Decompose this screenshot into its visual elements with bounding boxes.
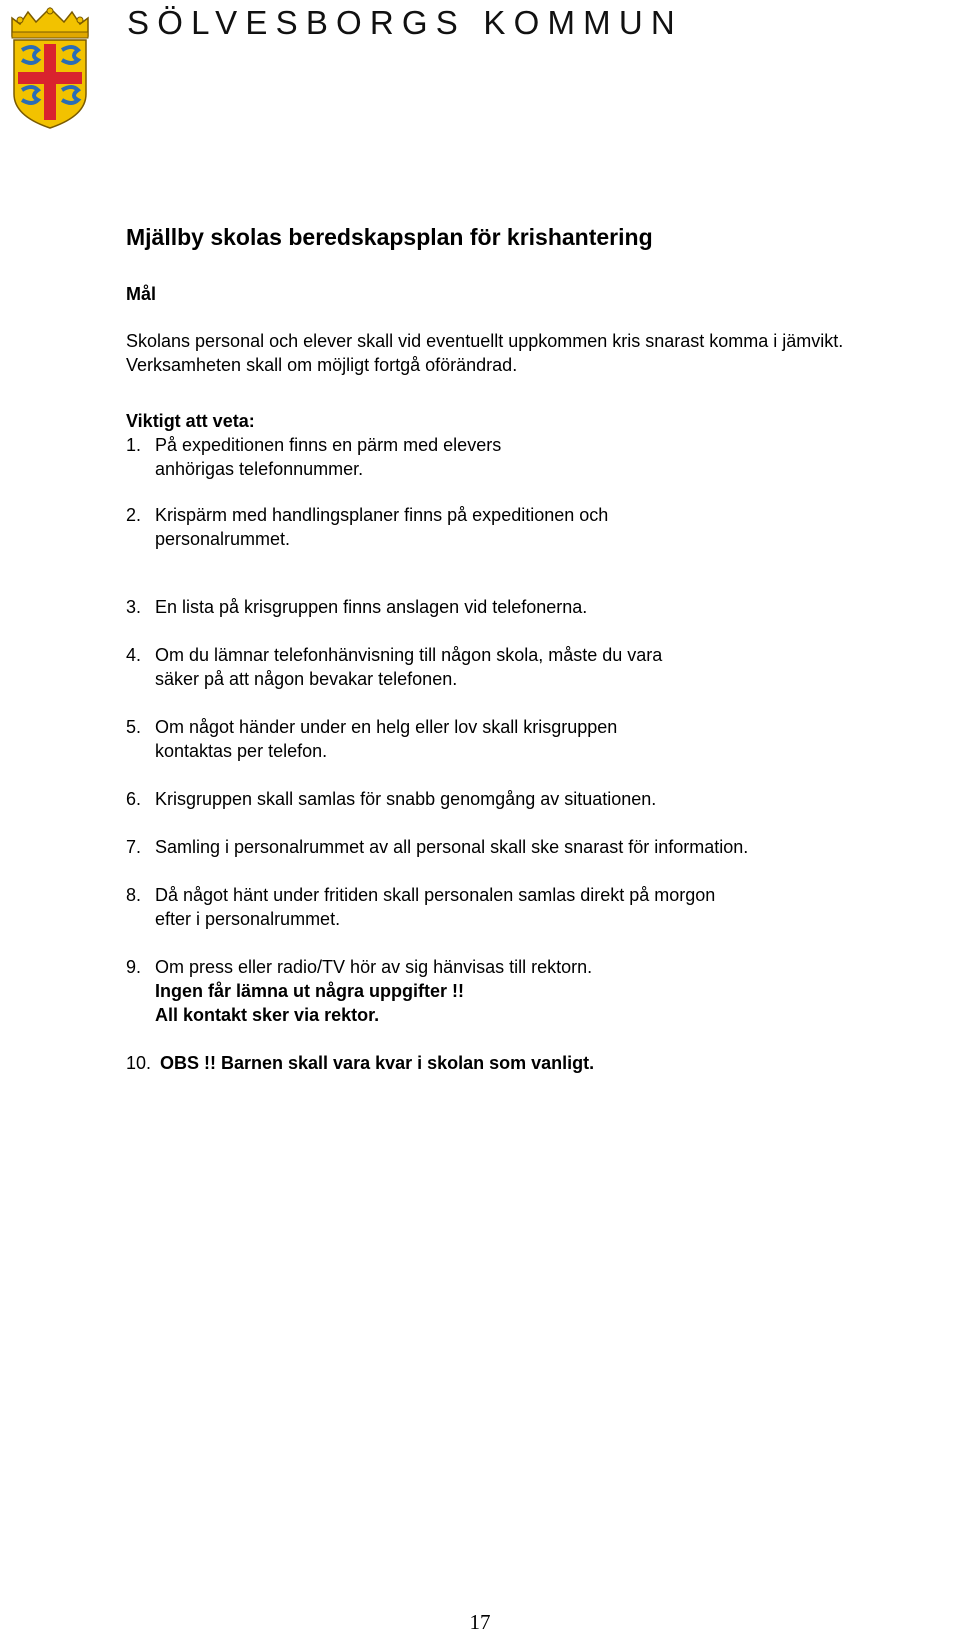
list-item-line: kontaktas per telefon. [155, 741, 328, 761]
list-item-line: personalrummet. [155, 529, 291, 549]
list-item-number: 2. [126, 505, 142, 525]
list-item-line: efter i personalrummet. [155, 909, 341, 929]
list-item-line: På expeditionen finns en pärm med elevers [155, 435, 502, 455]
list-item-number: 6. [126, 789, 142, 809]
know-heading: Viktigt att veta: [126, 411, 255, 431]
list-item-line: Då något hänt under fritiden skall personalen samlas direkt på morgon [155, 885, 716, 905]
list-item-bold-line: Ingen får lämna ut några uppgifter !! [155, 981, 465, 1001]
goal-text [126, 329, 956, 377]
list-item-number: 1. [126, 435, 142, 455]
list-item-line: Om press eller radio/TV hör av sig hänvisas till rektorn. [155, 957, 593, 977]
document-title: Mjällby skolas beredskapsplan för krishantering [126, 224, 653, 250]
list-item-number: 5. [126, 717, 142, 737]
goal-line: Verksamheten skall om möjligt fortgå oförändrad. [126, 355, 518, 375]
list-item-line: En lista på krisgruppen finns anslagen vid telefonerna. [155, 597, 588, 617]
list-item-line: Om något händer under en helg eller lov skall krisgruppen [155, 717, 618, 737]
list-item-line: Samling i personalrummet av all personal skall ske snarast för information. [155, 837, 749, 857]
list-item-bold-line: OBS !! Barnen skall vara kvar i skolan som vanligt. [160, 1053, 595, 1073]
goal-line: Skolans personal och elever skall vid eventuellt uppkommen kris snarast komma i jämvikt. [126, 331, 844, 351]
goal-heading: Mål [126, 284, 157, 304]
list-item-line: säker på att någon bevakar telefonen. [155, 669, 458, 689]
municipality-name: SÖLVESBORGS KOMMUN [127, 4, 683, 41]
list-item-bold-line: All kontakt sker via rektor. [155, 1005, 380, 1025]
list-item-number: 3. [126, 597, 142, 617]
list-item-number: 9. [126, 957, 142, 977]
list-item-number: 4. [126, 645, 142, 665]
list-item-line: Om du lämnar telefonhänvisning till någon skola, måste du vara [155, 645, 663, 665]
list-item-line: Krispärm med handlingsplaner finns på expeditionen och [155, 505, 609, 525]
coat-of-arms-icon [6, 6, 94, 130]
page-number: 17 [469, 1610, 491, 1634]
list-item-line: Krisgruppen skall samlas för snabb genomgång av situationen. [155, 789, 657, 809]
list-item-line: anhörigas telefonnummer. [155, 459, 364, 479]
list-item-number: 10. [126, 1053, 152, 1073]
list-item-number: 7. [126, 837, 142, 857]
list-item-number: 8. [126, 885, 142, 905]
